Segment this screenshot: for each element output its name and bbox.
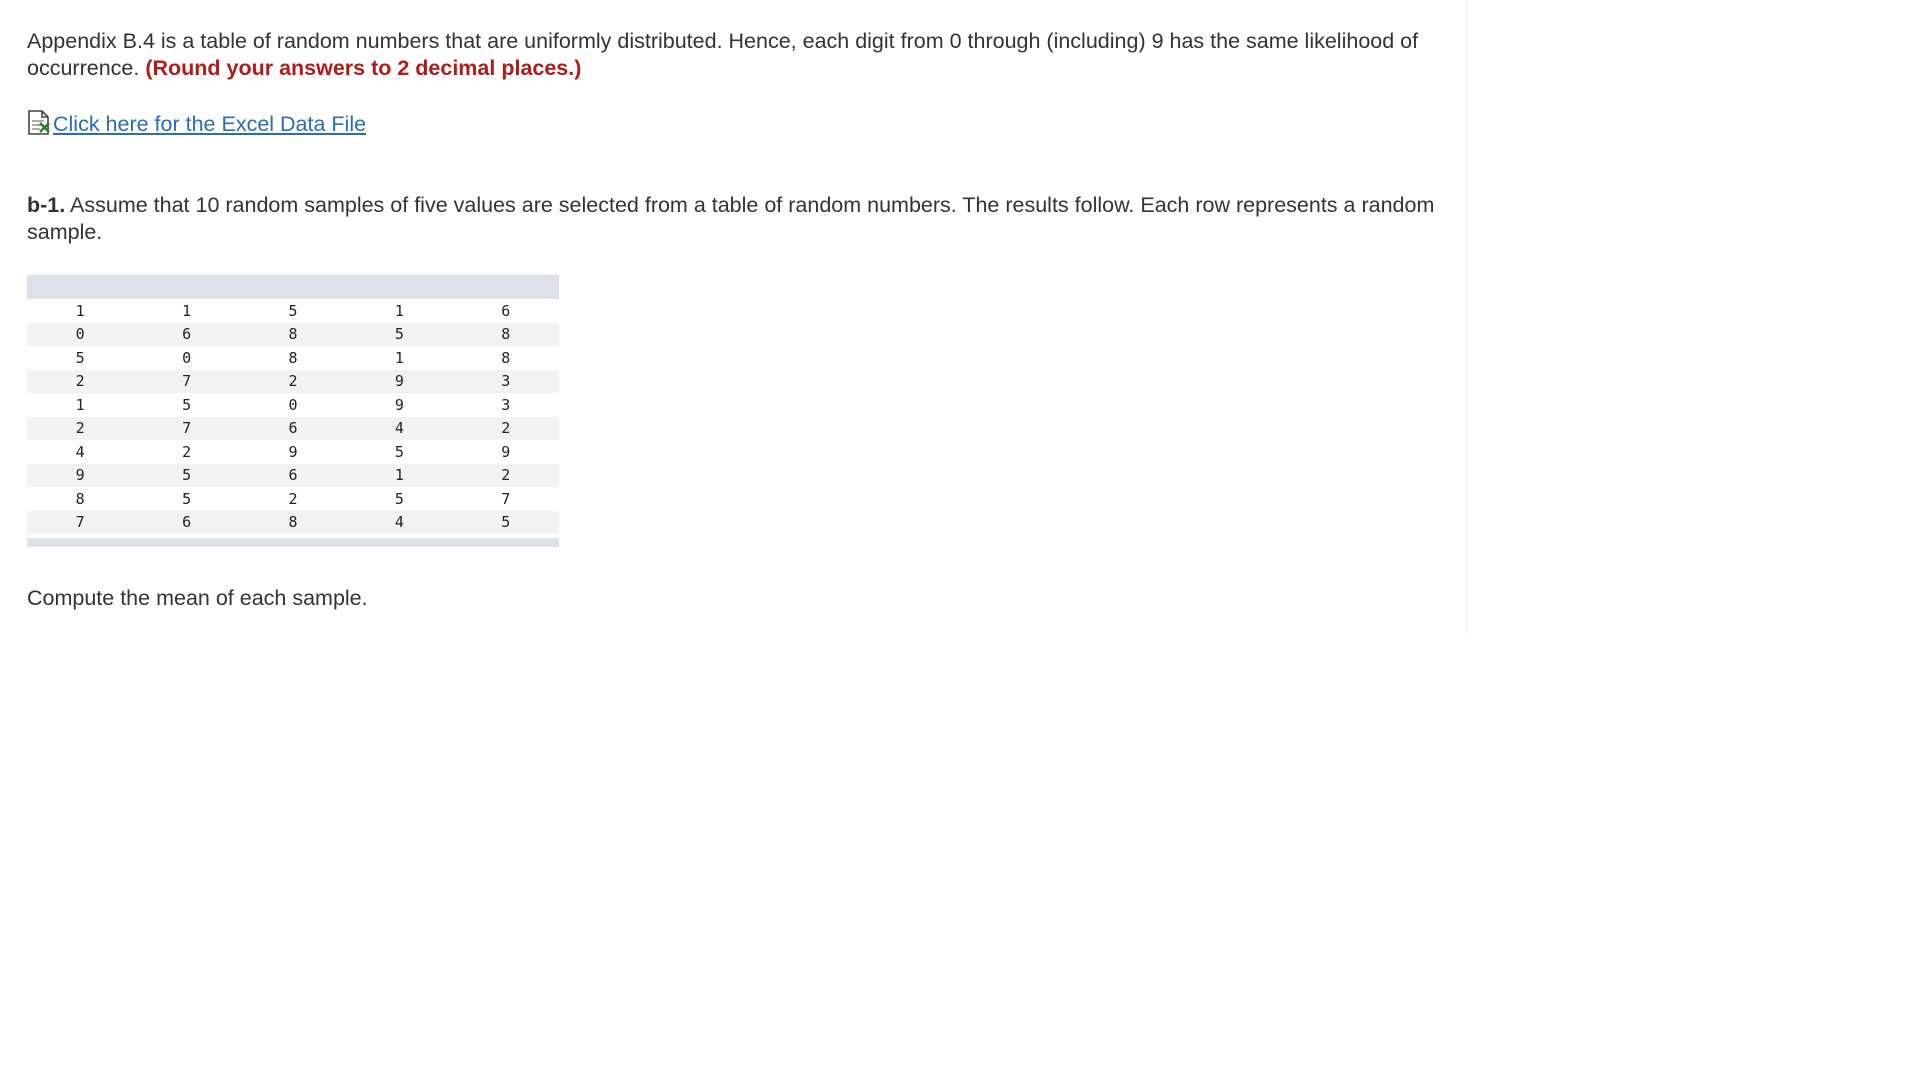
table-cell: 4: [346, 417, 452, 441]
table-cell: 1: [346, 299, 452, 323]
table-footer-bar: [27, 538, 559, 547]
table-cell: 4: [346, 511, 452, 535]
intro-paragraph: [27, 28, 1467, 82]
table-cell: 2: [453, 464, 559, 488]
table-cell: 1: [133, 299, 239, 323]
intro-text: Appendix B.4 is a table of random numbers that are uniformly distributed. Hence, each digit from 0 through (including) 9 has the same likelihood of occurrence.: [27, 29, 1419, 80]
table-cell: 5: [346, 440, 452, 464]
question-content: [27, 0, 1467, 612]
table-cell: 2: [240, 487, 346, 511]
table-row: [27, 487, 559, 511]
table-cell: 9: [346, 370, 452, 394]
rounding-hint: (Round your answers to 2 decimal places.): [145, 56, 582, 80]
table-cell: 1: [27, 299, 133, 323]
table-row: [27, 299, 559, 323]
table-cell: 9: [240, 440, 346, 464]
table-cell: 0: [27, 323, 133, 347]
table-cell: 5: [240, 299, 346, 323]
table-cell: 8: [27, 487, 133, 511]
table-cell: 8: [240, 323, 346, 347]
table-cell: 3: [453, 393, 559, 417]
table-cell: 3: [453, 370, 559, 394]
table-cell: 5: [133, 393, 239, 417]
table-cell: 5: [27, 346, 133, 370]
table-row: [27, 440, 559, 464]
table-cell: 5: [133, 464, 239, 488]
table-cell: 0: [133, 346, 239, 370]
excel-data-file-link[interactable]: Click here for the Excel Data File: [53, 112, 367, 136]
table-row: [27, 511, 559, 535]
table-row: [27, 323, 559, 347]
table-cell: 5: [133, 487, 239, 511]
table-cell: 8: [453, 323, 559, 347]
samples-table-body: [27, 299, 559, 534]
table-row: [27, 370, 559, 394]
table-cell: 8: [240, 346, 346, 370]
table-cell: 2: [240, 370, 346, 394]
excel-file-icon[interactable]: [27, 110, 51, 136]
table-cell: 9: [453, 440, 559, 464]
question-b1: [27, 192, 1467, 246]
question-text: Assume that 10 random samples of five values are selected from a table of random numbers. The results follow. Each row represents a random sample.: [27, 193, 1435, 244]
table-cell: 0: [240, 393, 346, 417]
table-cell: 2: [27, 417, 133, 441]
table-cell: 5: [453, 511, 559, 535]
table-cell: 6: [133, 511, 239, 535]
content-divider: [1467, 0, 1468, 635]
table-header-bar: [27, 275, 559, 299]
table-cell: 1: [346, 464, 452, 488]
table-cell: 1: [346, 346, 452, 370]
table-cell: 2: [27, 370, 133, 394]
question-label: b-1.: [27, 193, 66, 217]
table-cell: 5: [346, 323, 452, 347]
table-row: [27, 464, 559, 488]
table-cell: 2: [133, 440, 239, 464]
samples-table: [27, 299, 559, 534]
table-cell: 8: [240, 511, 346, 535]
random-samples-table: [27, 275, 559, 547]
excel-link-row[interactable]: [27, 111, 1467, 138]
table-cell: 7: [133, 370, 239, 394]
table-row: [27, 417, 559, 441]
table-cell: 4: [27, 440, 133, 464]
table-cell: 9: [27, 464, 133, 488]
table-cell: 7: [133, 417, 239, 441]
table-cell: 6: [453, 299, 559, 323]
table-cell: 5: [346, 487, 452, 511]
table-row: [27, 346, 559, 370]
table-cell: 6: [240, 464, 346, 488]
table-row: [27, 393, 559, 417]
table-cell: 2: [453, 417, 559, 441]
table-cell: 9: [346, 393, 452, 417]
table-cell: 1: [27, 393, 133, 417]
table-cell: 7: [453, 487, 559, 511]
table-cell: 7: [27, 511, 133, 535]
instruction-text: Compute the mean of each sample.: [27, 586, 368, 610]
table-cell: 6: [240, 417, 346, 441]
table-cell: 6: [133, 323, 239, 347]
table-cell: 8: [453, 346, 559, 370]
